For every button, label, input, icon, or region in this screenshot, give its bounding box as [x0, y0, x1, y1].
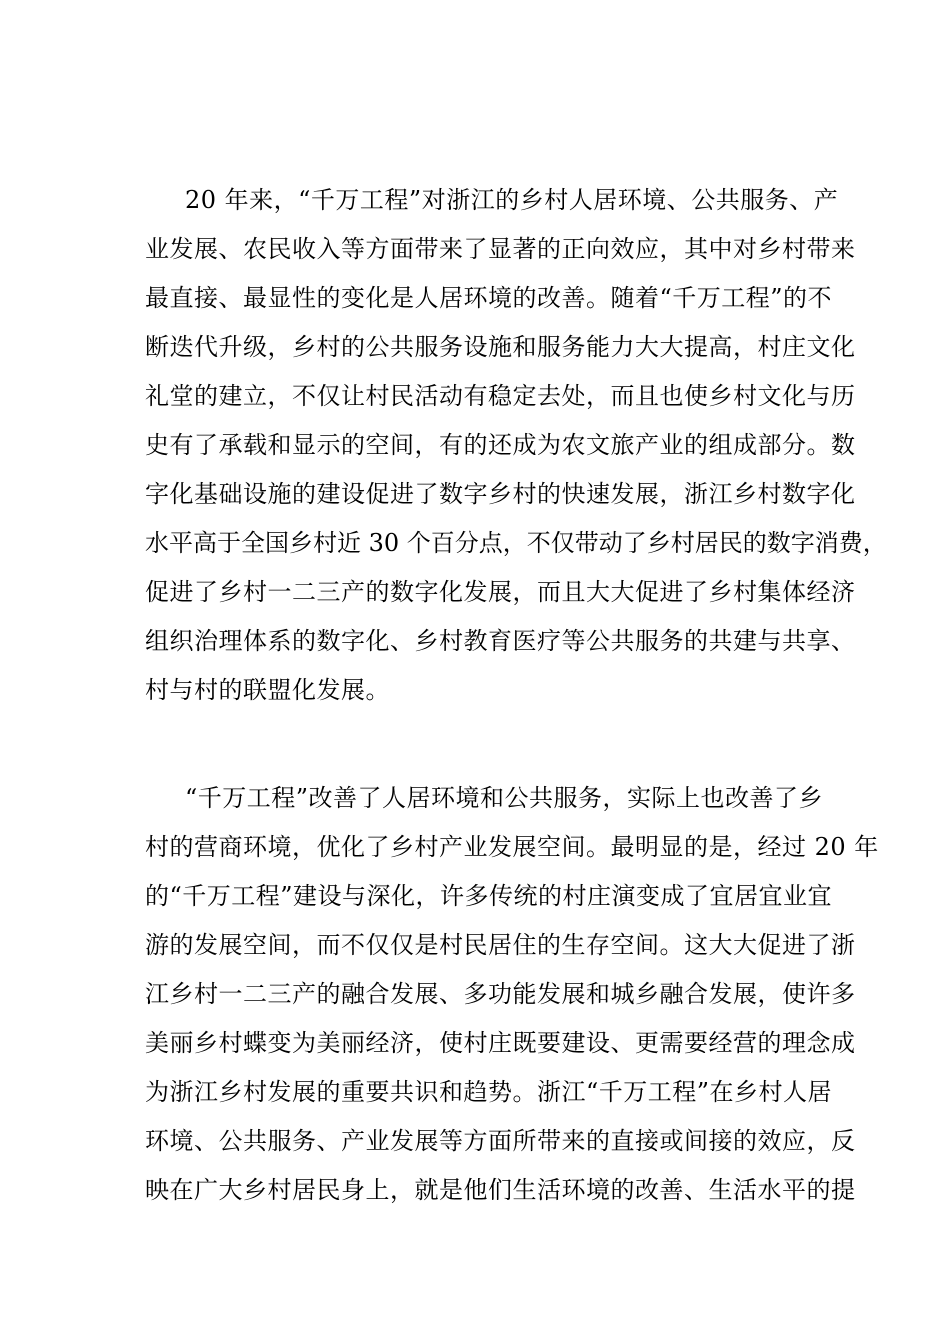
paragraph-2	[145, 774, 879, 1215]
paragraph-line: 史有了承载和显示的空间，有的还成为农文旅产业的组成部分。数	[145, 431, 856, 459]
paragraph-line: 美丽乡村蝶变为美丽经济，使村庄既要建设、更需要经营的理念成	[145, 1029, 856, 1057]
paragraph-line: 映在广大乡村居民身上，就是他们生活环境的改善、生活水平的提	[145, 1176, 856, 1204]
paragraph-line: 为浙江乡村发展的重要共识和趋势。浙江“千万工程”在乡村人居	[145, 1078, 833, 1106]
paragraph-line: 促进了乡村一二三产的数字化发展，而且大大促进了乡村集体经济	[145, 578, 856, 606]
paragraph-line: 水平高于全国乡村近 30 个百分点，不仅带动了乡村居民的数字消费，	[145, 529, 887, 557]
paragraph-line: 江乡村一二三产的融合发展、多功能发展和城乡融合发展，使许多	[145, 980, 856, 1008]
paragraph-line: 组织治理体系的数字化、乡村教育医疗等公共服务的共建与共享、	[145, 627, 856, 655]
paragraph-line: 村与村的联盟化发展。	[145, 676, 390, 704]
paragraph-line: 断迭代升级，乡村的公共服务设施和服务能力大大提高，村庄文化	[145, 333, 856, 361]
paragraph-line: 字化基础设施的建设促进了数字乡村的快速发展，浙江乡村数字化	[145, 480, 856, 508]
paragraph-line: 环境、公共服务、产业发展等方面所带来的直接或间接的效应，反	[145, 1127, 856, 1155]
paragraph-line: 业发展、农民收入等方面带来了显著的正向效应，其中对乡村带来	[145, 235, 856, 263]
paragraph-line: 游的发展空间，而不仅仅是村民居住的生存空间。这大大促进了浙	[145, 931, 856, 959]
paragraph-line: 最直接、最显性的变化是人居环境的改善。随着“千万工程”的不	[145, 284, 833, 312]
paragraph-line: 礼堂的建立，不仅让村民活动有稳定去处，而且也使乡村文化与历	[145, 382, 856, 410]
paragraph-line: “千万工程”改善了人居环境和公共服务，实际上也改善了乡	[185, 784, 824, 812]
paragraph-1	[145, 176, 887, 715]
paragraph-line: 村的营商环境，优化了乡村产业发展空间。最明显的是，经过 20 年	[145, 833, 879, 861]
paragraph-line: 的“千万工程”建设与深化，许多传统的村庄演变成了宜居宜业宜	[145, 882, 833, 910]
paragraph-line: 20 年来，“千万工程”对浙江的乡村人居环境、公共服务、产	[185, 186, 839, 214]
